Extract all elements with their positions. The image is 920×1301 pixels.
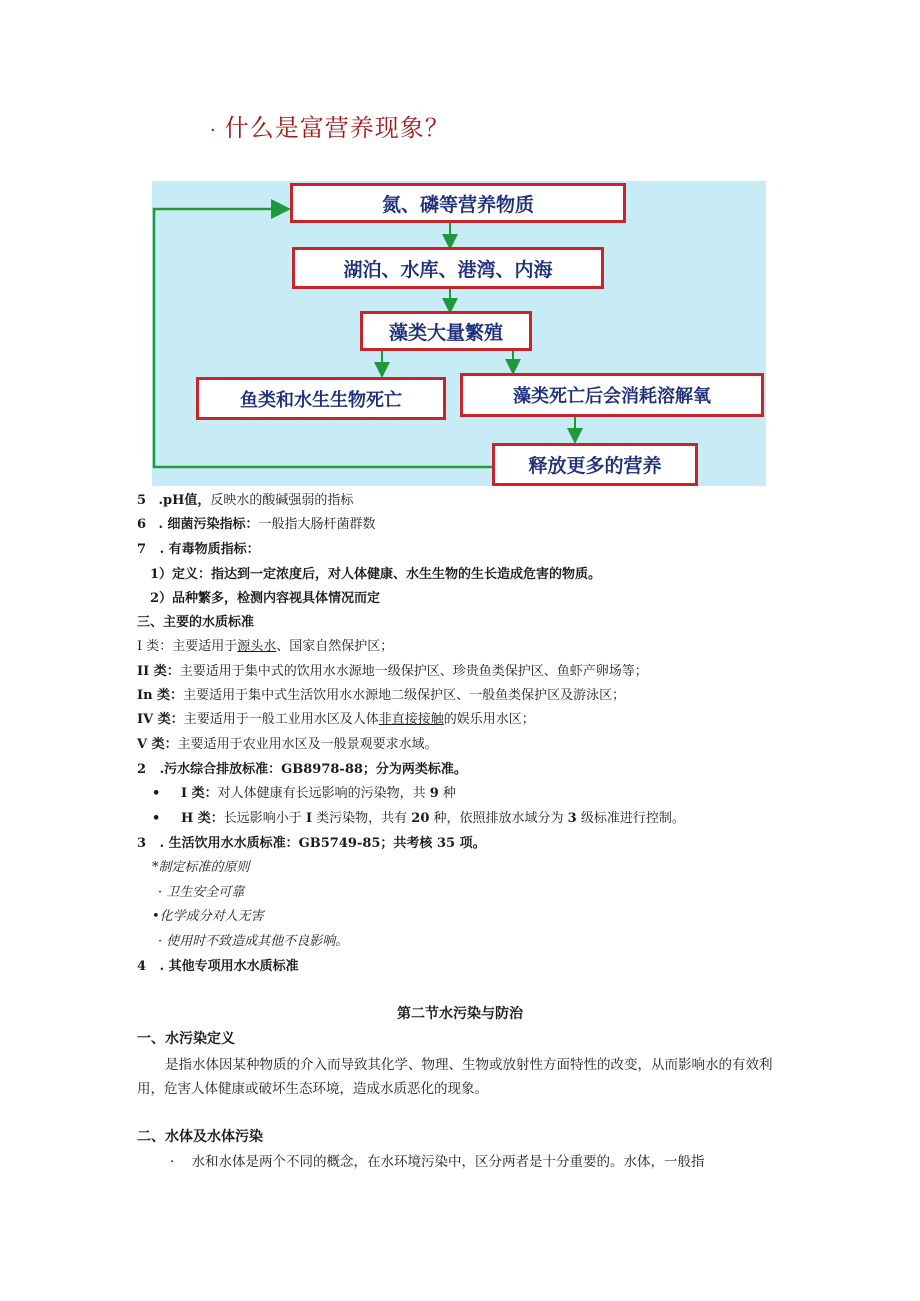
box-release-nutrients: 释放更多的营养 bbox=[492, 443, 698, 486]
box-water-bodies: 湖泊、水库、港湾、内海 bbox=[292, 247, 604, 289]
title-bullet: · bbox=[210, 120, 217, 141]
class-4: IV 类：主要适用于一般工业用水区及人体非直接接触的娱乐用水区； bbox=[137, 712, 535, 727]
box-oxygen-consumption: 藻类死亡后会消耗溶解氧 bbox=[460, 373, 764, 417]
principle-1: · 卫生安全可靠 bbox=[158, 885, 245, 900]
box-nutrients: 氮、磷等营养物质 bbox=[290, 183, 626, 223]
heading-water-pollution-definition: 一、水污染定义 bbox=[137, 1031, 235, 1047]
section-3-heading: 三、主要的水质标准 bbox=[137, 615, 255, 630]
heading-water-body: 二、水体及水体污染 bbox=[137, 1129, 263, 1145]
eutrophication-flow-diagram bbox=[152, 181, 766, 486]
item-7: 7 . 有毒物质指标： bbox=[137, 542, 260, 557]
item-3: 3 . 生活饮用水水质标准：GB5749-85；共考核 35 项。 bbox=[137, 836, 486, 851]
title-text: 什么是富营养现象？ bbox=[224, 114, 450, 142]
principle-3: · 使用时不致造成其他不良影响。 bbox=[158, 934, 349, 949]
paragraph-water-body: · 水和水体是两个不同的概念，在水环境污染中，区分两者是十分重要的。水体，一般指 bbox=[170, 1154, 705, 1170]
item-2-bullet-1: • I 类：对人体健康有长远影响的污染物，共 9 种 bbox=[152, 786, 456, 801]
box-fish-death: 鱼类和水生生物死亡 bbox=[196, 377, 446, 420]
class-1: I 类：主要适用于源头水、国家自然保护区； bbox=[137, 639, 394, 654]
item-5: 5 .pH值，反映水的酸碱强弱的指标 bbox=[137, 493, 354, 508]
principles-heading: *制定标准的原则 bbox=[152, 860, 250, 875]
principle-2: •化学成分对人无害 bbox=[152, 909, 264, 924]
item-2-bullet-2: • H 类：长远影响小于 I 类污染物，共有 20 种，依照排放水域分为 3 级标准进行控制。 bbox=[152, 811, 685, 826]
item-7-1: 1）定义：指达到一定浓度后，对人体健康、水生生物的生长造成危害的物质。 bbox=[150, 567, 602, 582]
box-algae-bloom: 藻类大量繁殖 bbox=[360, 311, 532, 351]
class-3: In 类：主要适用于集中式生活饮用水水源地二级保护区、一般鱼类保护区及游泳区； bbox=[137, 688, 626, 703]
class-5: V 类：主要适用于农业用水区及一般景观要求水域。 bbox=[137, 737, 438, 752]
section-2-heading: 第二节水污染与防治 bbox=[397, 1006, 523, 1022]
item-2: 2 .污水综合排放标准：GB8978-88；分为两类标准。 bbox=[137, 762, 467, 777]
paragraph-definition: 是指水体因某种物质的介入而导致其化学、物理、生物或放射性方面特性的改变，从而影响水的有效利用，危害人体健康或破坏生态环境，造成水质恶化的现象。 bbox=[137, 1057, 773, 1097]
class-2: II 类：主要适用于集中式的饮用水水源地一级保护区、珍贵鱼类保护区、鱼虾产卵场等； bbox=[137, 664, 648, 679]
item-7-2: 2）品种繁多，检测内容视具体情况而定 bbox=[150, 591, 381, 606]
item-4: 4 . 其他专项用水水质标准 bbox=[137, 959, 299, 974]
item-6: 6 . 细菌污染指标：一般指大肠杆菌群数 bbox=[137, 517, 376, 532]
page-title bbox=[210, 108, 450, 143]
